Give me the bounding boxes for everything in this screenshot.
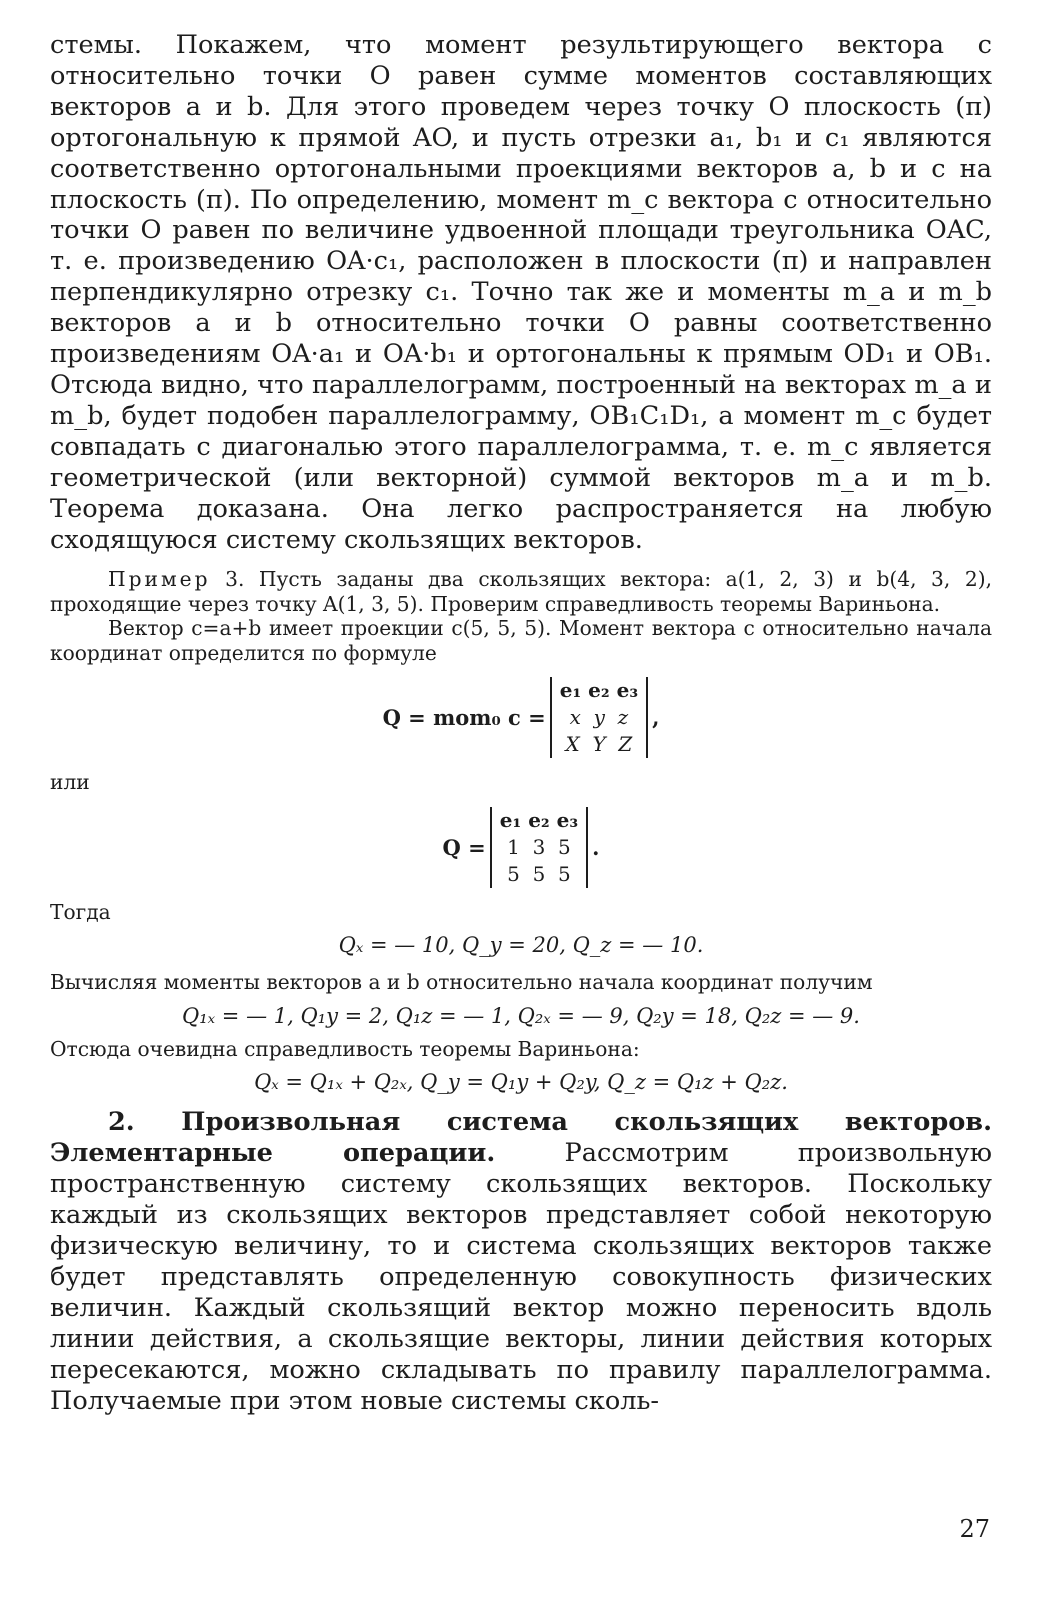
formula-determinant-general — [50, 677, 992, 758]
formula1-row-3: X Y Z — [565, 732, 633, 757]
formula1-matrix — [550, 677, 648, 758]
page-number: 27 — [959, 1515, 990, 1543]
section-heading: 2. Произвольная система скользящих векторов. Элементарные операции. — [50, 1107, 992, 1169]
or-text: или — [50, 770, 90, 795]
formula1-row-2: x y z — [569, 705, 629, 730]
section-paragraph — [50, 1107, 992, 1416]
compute-text: Вычисляя моменты векторов a и b относительно начала координат получим — [50, 970, 873, 995]
formula2-row-3: 5 5 5 — [507, 861, 571, 886]
formula2-matrix — [490, 807, 588, 888]
conclusion-text: Отсюда очевидна справедливость теоремы Вариньона: — [50, 1036, 640, 1061]
formula2-row-1: e₁ e₂ e₃ — [499, 807, 579, 832]
example-paragraph — [50, 567, 992, 616]
formula-determinant-numeric — [50, 807, 992, 888]
formula1-tail: , — [652, 705, 660, 731]
formula-q-components: Qₓ = — 10, Q_y = 20, Q_z = — 10. — [338, 933, 704, 958]
formula2-tail: . — [592, 834, 600, 860]
formula-partial-moments: Q₁ₓ = — 1, Q₁y = 2, Q₁z = — 1, Q₂ₓ = — 9, Q₂y = 18, Q₂z = — 9. — [182, 1003, 860, 1028]
then-text: Тогда — [50, 899, 111, 924]
formula-varignon-sum: Qₓ = Q₁ₓ + Q₂ₓ, Q_y = Q₁y + Q₂y, Q_z = Q₁z + Q₂z. — [254, 1070, 788, 1095]
section-text: Рассмотрим произвольную пространственную систему скользящих векторов. Поскольку каждый из скользящих векторов представляет собой некоторую физическую величину, то и система скользящих векторов также будет представлять определенную совокупность физических величин. Каждый скользящий вектор можно переносить вдоль линии действия, а скользящие векторы, линии действия которых пересекаются, можно складывать по правилу параллелограмма. Получаемые при этом новые системы сколь- — [50, 1138, 993, 1416]
formula2-row-2: 1 3 5 — [507, 834, 571, 859]
formula1-lhs: Q = mom₀ c = — [382, 705, 546, 731]
formula1-row-1: e₁ e₂ e₃ — [559, 678, 639, 703]
example-label: Пример — [108, 567, 211, 592]
vector-paragraph: Вектор c=a+b имеет проекции c(5, 5, 5). Момент вектора c относительно начала координат определится по формуле — [50, 616, 992, 665]
formula2-lhs: Q = — [442, 834, 486, 860]
paragraph-theorem-proof: стемы. Покажем, что момент результирующего вектора с относительно точки O равен сумме моментов составляющих векторов a и b. Для этого проведем через точку O плоскость (π) ортогональную к прямой AO, и пусть отрезки a₁, b₁ и c₁ являются соответственно ортогональными проекциями векторов a, b и c на плоскость (π). По определению, момент m_c вектора c относительно точки O равен по величине удвоенной площади треугольника OAC, т. е. произведению OA·c₁, расположен в плоскости (π) и направлен перпендикулярно отрезку c₁. Точно так же и моменты m_a и m_b векторов a и b относительно точки O равны соответственно произведениям OA·a₁ и OA·b₁ и ортогональны к прямым OD₁ и OB₁. Отсюда видно, что параллелограмм, построенный на векторах m_a и m_b, будет подобен параллелограмму, OB₁C₁D₁, а момент m_c будет совпадать с диагональю этого параллелограмма, т. е. m_c является геометрической (или векторной) суммой векторов m_a и m_b. Теорема доказана. Она легко распространяется на любую сходящуюся систему скользящих векторов. — [50, 30, 992, 555]
example-text: 3. Пусть заданы два скользящих вектора: a(1, 2, 3) и b(4, 3, 2), проходящие через точку A(1, 3, 5). Проверим справедливость теоремы Вариньона. — [50, 567, 992, 616]
